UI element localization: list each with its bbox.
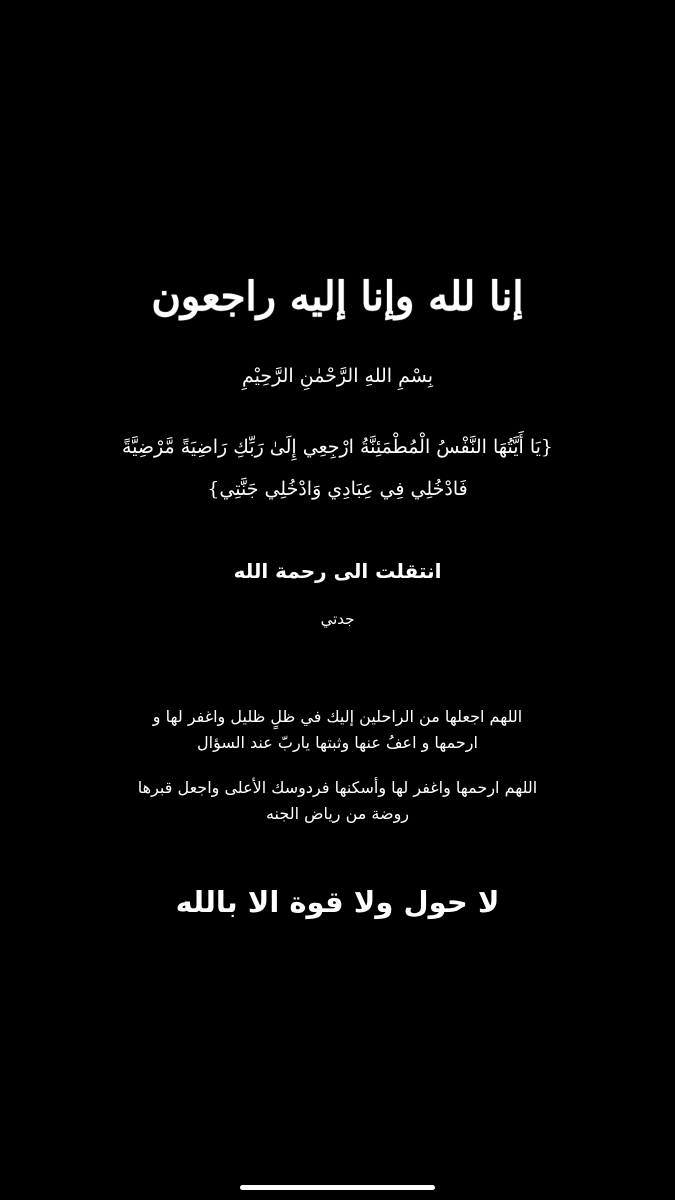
dua-paragraph-2: [0, 775, 675, 827]
hawqala-text: لا حول ولا قوة الا بالله: [175, 885, 500, 919]
dua-paragraph-1: [0, 704, 675, 756]
quran-verse-line-1: {يَا أَيَّتُهَا النَّفْسُ الْمُطْمَئِنَّةُ ارْجِعِي إِلَىٰ رَبِّكِ رَاضِيَةً مَّرْضِيَّةً: [121, 436, 554, 458]
dua-2-line-2: روضة من رياض الجنه: [265, 804, 410, 823]
announcement-text: انتقلت الى رحمة الله: [233, 559, 442, 583]
home-indicator[interactable]: [240, 1185, 435, 1190]
quran-verse: [0, 426, 675, 510]
quran-verse-line-2: فَادْخُلِي فِي عِبَادِي وَادْخُلِي جَنَّتِي}: [207, 478, 468, 500]
dua-1-line-1: اللهم اجعلها من الراحلين إليك في ظلٍ ظليل واغفر لها و: [152, 707, 523, 726]
calligraphy-header: إنا لله وإنا إليه راجعون: [151, 273, 524, 320]
relation-text: جدتي: [320, 610, 355, 628]
basmala-text: بِسْمِ اللهِ الرَّحْمٰنِ الرَّحِيْمِ: [242, 365, 433, 387]
dua-1-line-2: ارحمها و اعفُ عنها وثبتها ياربّ عند السؤال: [197, 733, 478, 752]
dua-2-line-1: اللهم ارحمها واغفر لها وأسكنها فردوسك الأعلى واجعل قبرها: [137, 778, 538, 797]
